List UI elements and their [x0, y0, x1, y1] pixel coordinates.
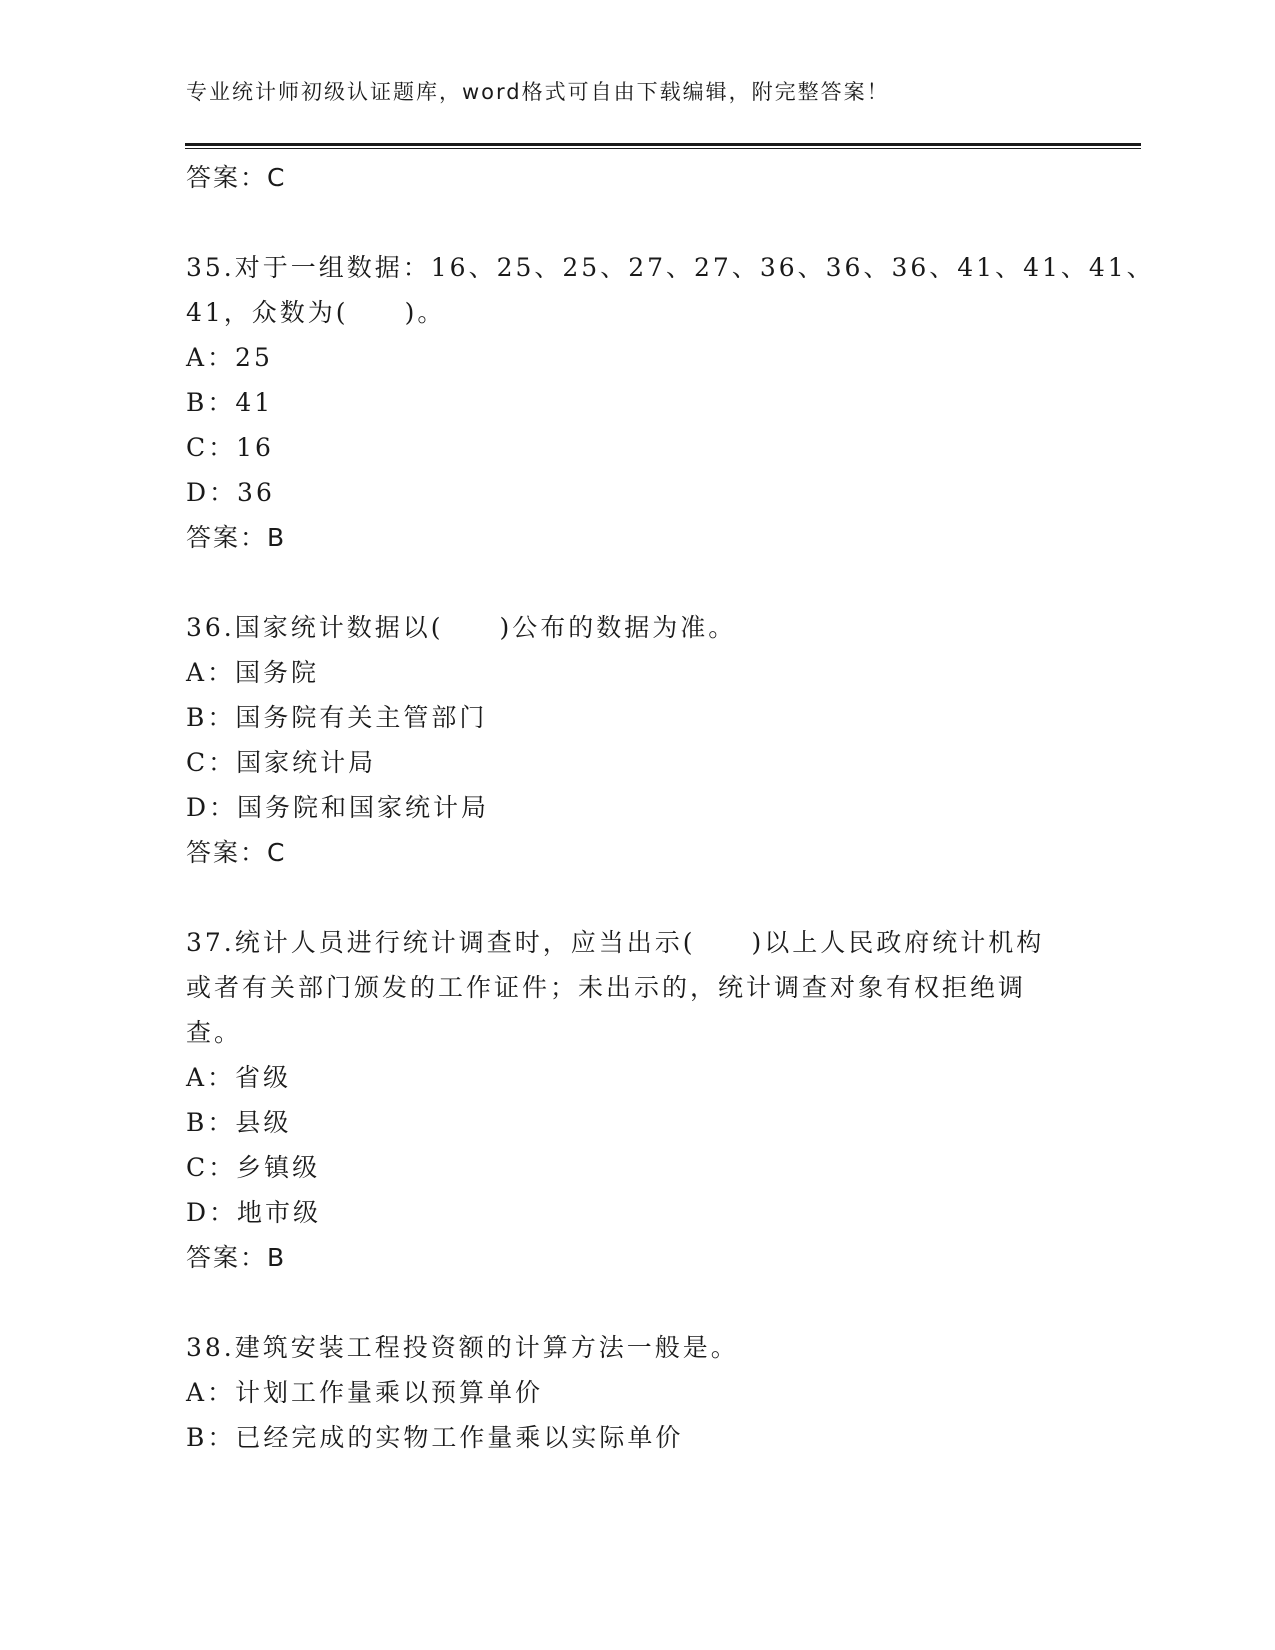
question-stem-line: 37.统计人员进行统计调查时，应当出示( )以上人民政府统计机构 [186, 928, 1045, 957]
option-d: D：地市级 [186, 1198, 322, 1227]
question-stem-line: 35.对于一组数据：16、25、25、27、27、36、36、36、41、41、41、 [186, 253, 1155, 282]
header-rule-thin [185, 148, 1141, 149]
question-35 [186, 245, 1155, 560]
option-a: A：计划工作量乘以预算单价 [186, 1378, 544, 1407]
answer-line: 答案：C [186, 163, 287, 192]
option-b: B：县级 [186, 1108, 292, 1137]
option-a: A：省级 [186, 1063, 292, 1092]
question-stem-line: 查。 [186, 1018, 243, 1047]
option-b: B：41 [186, 388, 274, 417]
option-a: A：25 [186, 343, 273, 372]
question-stem-line: 或者有关部门颁发的工作证件；未出示的，统计调查对象有权拒绝调 [186, 973, 1027, 1002]
option-d: D：36 [186, 478, 275, 507]
option-b: B：已经完成的实物工作量乘以实际单价 [186, 1423, 684, 1452]
page-header: 专业统计师初级认证题库，word格式可自由下载编辑，附完整答案！ [186, 80, 890, 104]
option-c: C：乡镇级 [186, 1153, 321, 1182]
option-b: B：国务院有关主管部门 [186, 703, 488, 732]
option-c: C：国家统计局 [186, 748, 377, 777]
option-a: A：国务院 [186, 658, 320, 687]
question-37 [186, 920, 1096, 1280]
option-d: D：国务院和国家统计局 [186, 793, 490, 822]
question-38 [186, 1325, 1096, 1460]
question-list [186, 155, 1155, 1460]
question-stem-line: 36.国家统计数据以( )公布的数据为准。 [186, 613, 737, 642]
option-c: C：16 [186, 433, 274, 462]
answer-line: 答案：B [186, 1243, 287, 1272]
question-stem-line: 41，众数为( )。 [186, 298, 446, 327]
header-rule-thick [185, 143, 1141, 146]
answer-line: 答案：C [186, 838, 287, 867]
question-stem-line: 38.建筑安装工程投资额的计算方法一般是。 [186, 1333, 739, 1362]
question-36 [186, 605, 1096, 875]
answer-line: 答案：B [186, 523, 287, 552]
